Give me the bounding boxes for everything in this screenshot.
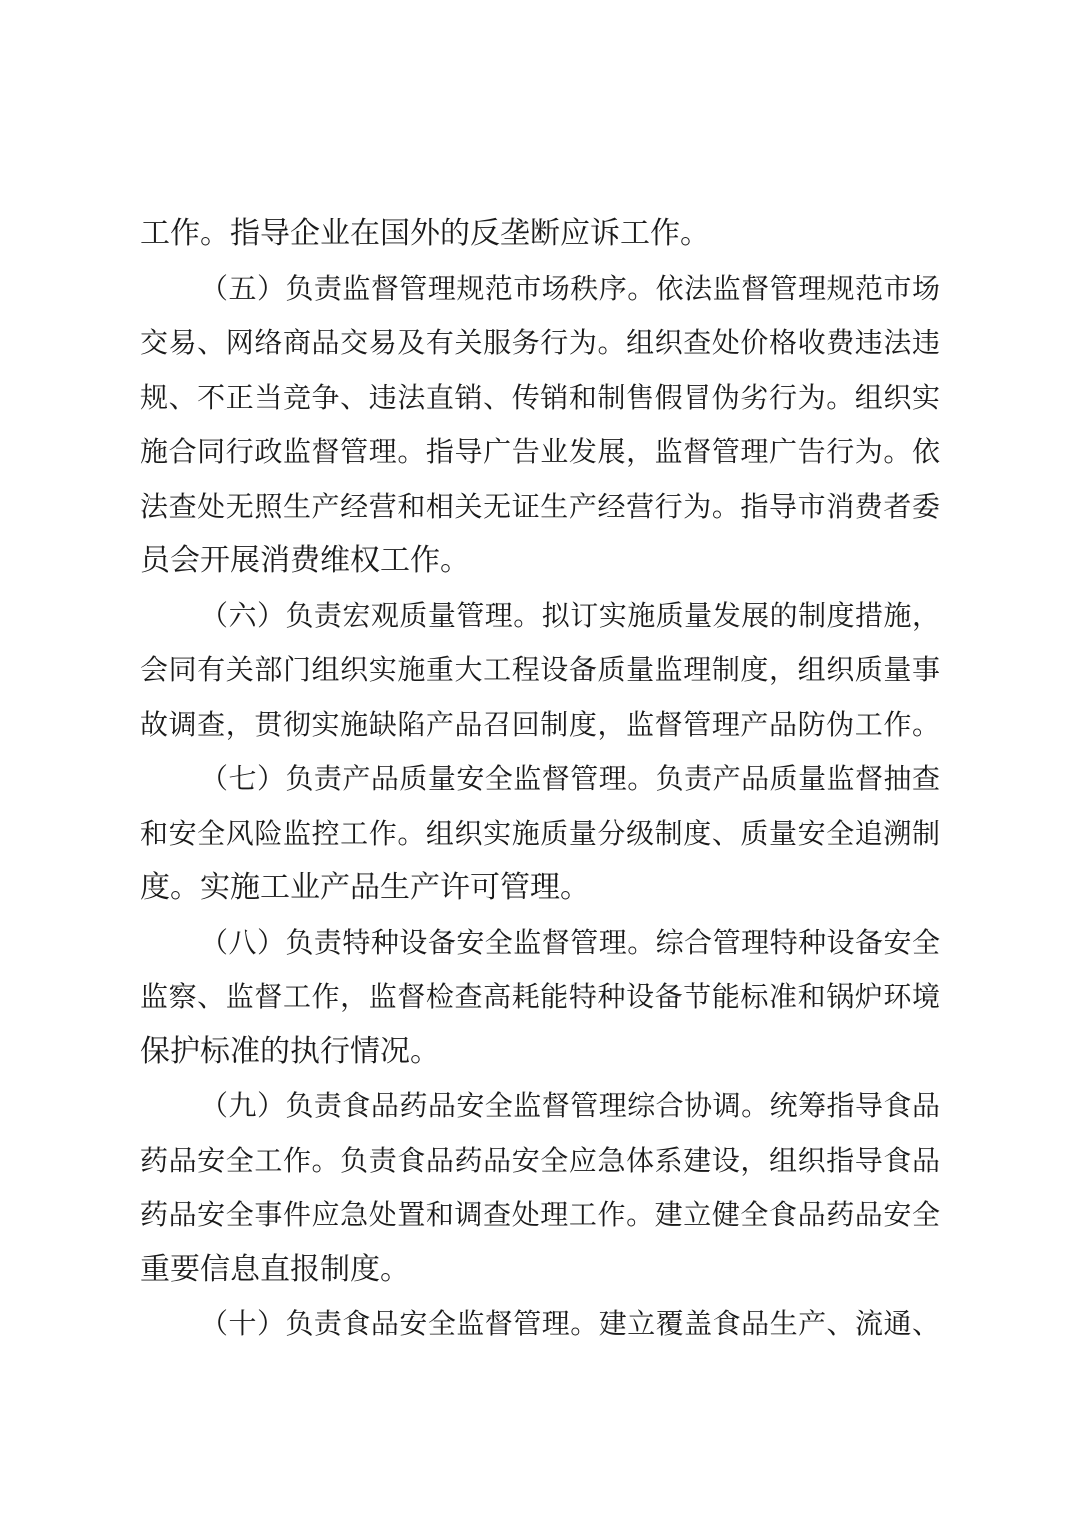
text-line: 会同有关部门组织实施重大工程设备质量监理制度，组织质量事 [140,653,940,686]
text-line: 度。实施工业产品生产许可管理。 [140,870,590,905]
paragraph-6-heading-line: （六）负责宏观质量管理。拟订实施质量发展的制度措施， [200,599,940,632]
text-line: 法查处无照生产经营和相关无证生产经营行为。指导市消费者委 [140,490,940,523]
text-line: 施合同行政监督管理。指导广告业发展，监督管理广告行为。依 [140,435,940,468]
text-line: 药品安全工作。负责食品药品安全应急体系建设，组织指导食品 [140,1144,940,1177]
text-line: 故调查，贯彻实施缺陷产品召回制度，监督管理产品防伪工作。 [140,708,940,741]
text-line: 重要信息直报制度。 [140,1252,410,1287]
paragraph-10-heading-line: （十）负责食品安全监督管理。建立覆盖食品生产、流通、 [200,1307,940,1340]
paragraph-7-heading-line: （七）负责产品质量安全监督管理。负责产品质量监督抽查 [200,762,940,795]
paragraph-8-heading-line: （八）负责特种设备安全监督管理。综合管理特种设备安全 [200,926,940,959]
text-line: 交易、网络商品交易及有关服务行为。组织查处价格收费违法违 [140,326,940,359]
text-line: 药品安全事件应急处置和调查处理工作。建立健全食品药品安全 [140,1198,940,1231]
text-line: 工作。指导企业在国外的反垄断应诉工作。 [140,216,710,251]
text-line: 监察、监督工作，监督检查高耗能特种设备节能标准和锅炉环境 [140,980,940,1013]
text-line: 员会开展消费维权工作。 [140,543,470,578]
text-line: 和安全风险监控工作。组织实施质量分级制度、质量安全追溯制 [140,817,940,850]
paragraph-9-heading-line: （九）负责食品药品安全监督管理综合协调。统筹指导食品 [200,1089,940,1122]
text-line: 保护标准的执行情况。 [140,1034,440,1069]
text-line: 规、不正当竞争、违法直销、传销和制售假冒伪劣行为。组织实 [140,381,940,414]
paragraph-5-heading-line: （五）负责监督管理规范市场秩序。依法监督管理规范市场 [200,272,940,305]
